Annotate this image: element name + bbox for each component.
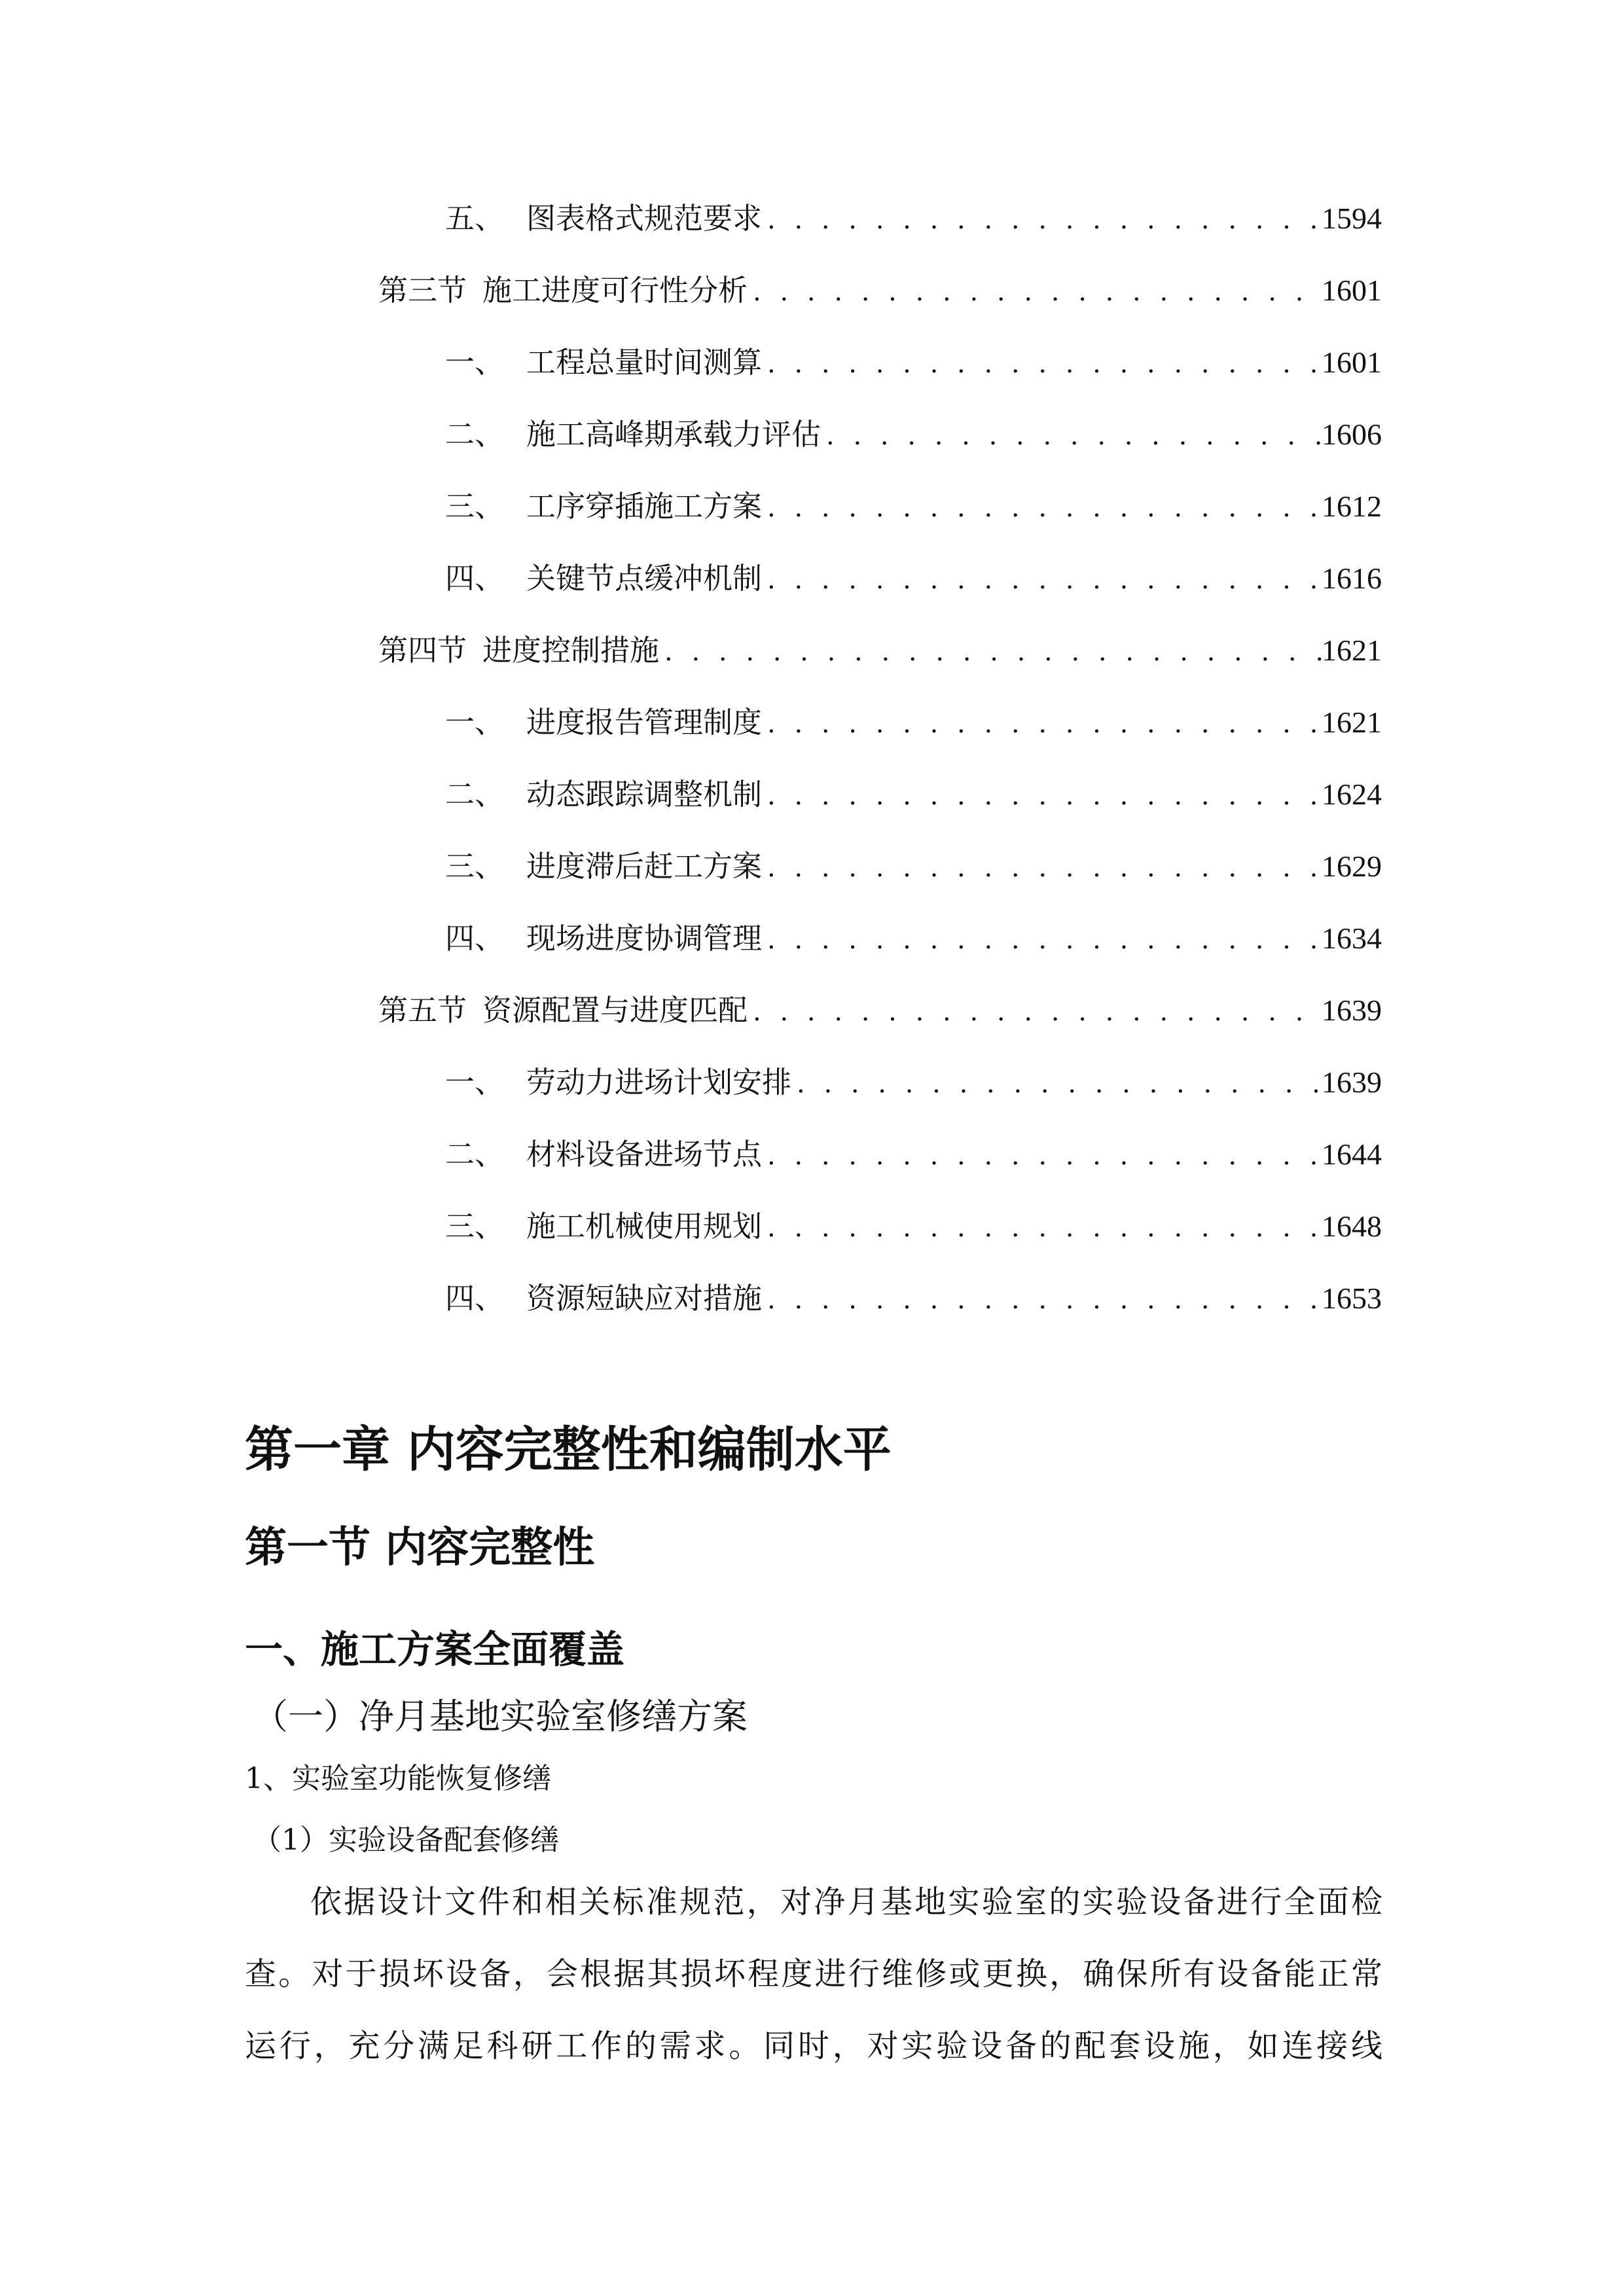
- toc-dot-leader: [762, 1136, 1322, 1175]
- toc-entry-title: 现场进度协调管理: [526, 921, 763, 956]
- toc-dot-leader: [762, 1208, 1322, 1247]
- toc-page-number: 1629: [1322, 850, 1382, 883]
- toc-page-number: 1601: [1322, 346, 1382, 379]
- toc-page-number: 1621: [1322, 706, 1382, 739]
- toc-entry[interactable]: [445, 199, 1382, 238]
- toc-entry-title: 图表格式规范要求: [526, 201, 763, 236]
- paragraph-line: 运行，充分满足科研工作的需求。同时，对实验设备的配套设施，如连接线: [245, 2028, 1382, 2064]
- toc-entry-title: 施工机械使用规划: [526, 1209, 763, 1244]
- toc-entry-number: 四、: [445, 921, 505, 956]
- toc-entry-number: 四、: [445, 561, 505, 596]
- item-heading: （1）实验设备配套修缮: [253, 1823, 559, 1857]
- toc-entry[interactable]: [445, 775, 1382, 814]
- toc-entry-number: 一、: [445, 1065, 505, 1100]
- toc-dot-leader: [762, 1280, 1322, 1319]
- toc-entry[interactable]: [378, 271, 1382, 310]
- toc-page-number: 1616: [1322, 562, 1382, 595]
- toc-entry-number: 二、: [445, 417, 505, 452]
- toc-page-number: 1624: [1322, 778, 1382, 811]
- toc-dot-leader: [762, 344, 1322, 384]
- toc-page-number: 1606: [1322, 418, 1382, 451]
- toc-entry-title: 劳动力进场计划安排: [526, 1065, 792, 1100]
- toc-page-number: 1639: [1322, 994, 1382, 1027]
- toc-entry-title: 施工进度可行性分析: [482, 273, 748, 308]
- toc-entry-number: 三、: [445, 1209, 505, 1244]
- toc-entry-title: 施工高峰期承载力评估: [526, 417, 821, 452]
- toc-entry-number: 第四节: [378, 633, 467, 668]
- paragraph-line: 依据设计文件和相关标准规范，对净月基地实验室的实验设备进行全面检: [310, 1884, 1382, 1920]
- toc-entry-number: 五、: [445, 201, 505, 236]
- toc-page-number: 1594: [1322, 202, 1382, 235]
- toc-entry-number: 二、: [445, 1137, 505, 1172]
- toc-entry-number: 四、: [445, 1281, 505, 1316]
- toc-entry[interactable]: [445, 847, 1382, 886]
- toc-dot-leader: [762, 488, 1322, 528]
- toc-entry[interactable]: [378, 631, 1382, 670]
- toc-dot-leader: [762, 200, 1322, 240]
- toc-entry[interactable]: [445, 1279, 1382, 1318]
- toc-dot-leader: [748, 272, 1322, 312]
- toc-entry[interactable]: [445, 415, 1382, 454]
- toc-entry-title: 动态跟踪调整机制: [526, 777, 763, 812]
- toc-page-number: 1612: [1322, 490, 1382, 523]
- toc-entry[interactable]: [378, 991, 1382, 1030]
- toc-page-number: 1648: [1322, 1210, 1382, 1243]
- chapter-heading: 第一章 内容完整性和编制水平: [245, 1422, 892, 1478]
- toc-entry-number: 三、: [445, 849, 505, 884]
- toc-entry-title: 资源短缺应对措施: [526, 1281, 763, 1316]
- toc-entry[interactable]: [445, 343, 1382, 382]
- toc-entry-number: 第三节: [378, 273, 467, 308]
- toc-entry[interactable]: [445, 1207, 1382, 1246]
- toc-entry-title: 关键节点缓冲机制: [526, 561, 763, 596]
- toc-page-number: 1621: [1322, 634, 1382, 667]
- section-heading: 第一节 内容完整性: [245, 1524, 595, 1572]
- toc-entry-number: 二、: [445, 777, 505, 812]
- toc-entry-number: 一、: [445, 345, 505, 380]
- toc-entry-title: 资源配置与进度匹配: [482, 993, 748, 1028]
- toc-dot-leader: [748, 992, 1322, 1031]
- toc-page-number: 1653: [1322, 1282, 1382, 1315]
- toc-entry-title: 进度滞后赶工方案: [526, 849, 763, 884]
- toc-entry-title: 进度控制措施: [482, 633, 660, 668]
- toc-dot-leader: [821, 416, 1322, 456]
- toc-dot-leader: [762, 704, 1322, 744]
- toc-entry-number: 第五节: [378, 993, 467, 1028]
- toc-dot-leader: [762, 560, 1322, 600]
- toc-entry-title: 工程总量时间测算: [526, 345, 763, 380]
- toc-entry[interactable]: [445, 1135, 1382, 1174]
- subsection-heading: 一、施工方案全面覆盖: [245, 1627, 625, 1672]
- toc-page-number: 1644: [1322, 1138, 1382, 1171]
- toc-page-number: 1639: [1322, 1066, 1382, 1099]
- toc-entry[interactable]: [445, 919, 1382, 958]
- toc-entry[interactable]: [445, 487, 1382, 526]
- sub-subsection-heading: （一）净月基地实验室修缮方案: [253, 1696, 748, 1737]
- toc-page-number: 1634: [1322, 922, 1382, 955]
- point-heading: 1、实验室功能恢复修缮: [245, 1762, 551, 1795]
- toc-entry-number: 三、: [445, 489, 505, 524]
- paragraph-line: 查。对于损坏设备，会根据其损坏程度进行维修或更换，确保所有设备能正常: [245, 1956, 1382, 1992]
- toc-entry-title: 材料设备进场节点: [526, 1137, 763, 1172]
- toc-entry[interactable]: [445, 703, 1382, 742]
- toc-entry-title: 进度报告管理制度: [526, 705, 763, 740]
- toc-entry[interactable]: [445, 559, 1382, 598]
- toc-dot-leader: [762, 848, 1322, 888]
- toc-dot-leader: [762, 776, 1322, 816]
- toc-dot-leader: [659, 632, 1322, 672]
- toc-dot-leader: [791, 1064, 1322, 1103]
- toc-entry[interactable]: [445, 1063, 1382, 1102]
- toc-entry-title: 工序穿插施工方案: [526, 489, 763, 524]
- toc-page-number: 1601: [1322, 274, 1382, 307]
- toc-entry-number: 一、: [445, 705, 505, 740]
- toc-dot-leader: [762, 920, 1322, 960]
